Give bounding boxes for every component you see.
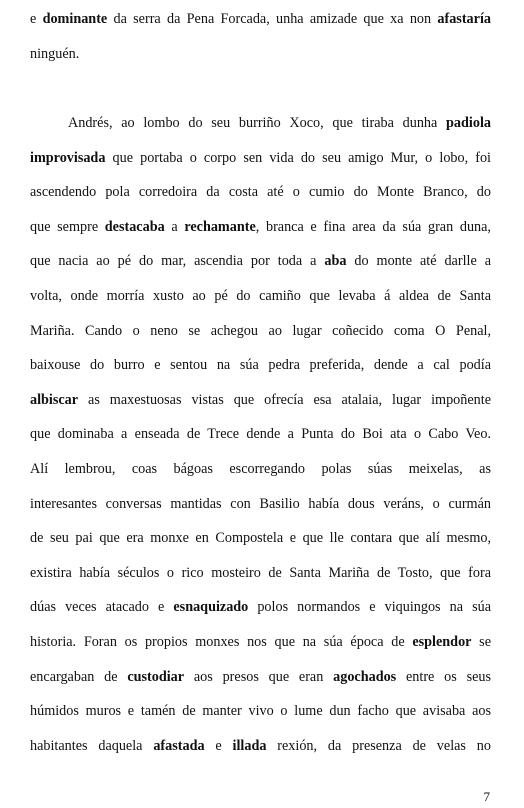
bold-term: illada xyxy=(232,737,267,754)
text-line xyxy=(30,556,491,591)
text-run: que nacia ao pé do mar, ascendia por toda a xyxy=(30,253,325,270)
text-run: Andrés, ao lombo do seu burriño Xoco, que tiraba dunha xyxy=(68,115,447,131)
text-line xyxy=(30,729,491,764)
text-run: interesantes conversas mantidas con Basilio había dous veráns, o curmán xyxy=(30,495,491,512)
text-run: entre os seus xyxy=(396,668,491,685)
bold-term: afastaría xyxy=(437,11,491,27)
bold-term: rechamante xyxy=(184,218,256,235)
text-line xyxy=(30,106,491,141)
text-run: as maxestuosas vistas que ofrecía esa atalaia, lugar impoñente xyxy=(78,391,491,408)
text-line xyxy=(30,141,491,176)
text-run: ascendendo pola corredoira da costa até o cumio do Monte Branco, do xyxy=(30,184,491,201)
bold-term: esplendor xyxy=(412,633,472,650)
bold-term: destacaba xyxy=(104,218,165,235)
text-run: volta, onde morría xusto ao pé do camiño que levaba á aldea de Santa xyxy=(30,287,491,304)
paragraph-2 xyxy=(30,106,491,763)
bold-term: albiscar xyxy=(30,391,79,408)
text-line xyxy=(30,417,491,452)
page-number: 7 xyxy=(483,789,490,804)
text-line xyxy=(30,2,491,37)
text-line xyxy=(30,348,491,383)
text-run: Alí lembrou, coas bágoas escorregando polas súas meixelas, as xyxy=(30,460,491,477)
text-run: existira había séculos o rico mosteiro de Santa Mariña de Tosto, que fora xyxy=(30,564,491,581)
bold-term: afastada xyxy=(153,737,205,754)
text-run: habitantes daquela xyxy=(30,737,154,754)
bold-term: padiola xyxy=(446,115,491,131)
paragraph-1 xyxy=(30,2,491,71)
text-run: ninguén. xyxy=(30,45,80,62)
text-run: de seu pai que era monxe en Compostela e que lle contara que alí mesmo, xyxy=(30,530,491,547)
text-line xyxy=(30,175,491,210)
text-run: , branca e fina area da súa gran duna, xyxy=(255,218,491,235)
text-line xyxy=(30,694,491,729)
text-line xyxy=(30,660,491,695)
bold-term: aba xyxy=(324,253,347,270)
text-line xyxy=(30,244,491,279)
bold-term: dominante xyxy=(42,11,108,27)
text-run: aos presos que eran xyxy=(184,668,334,685)
text-run: da serra da Pena Forcada, unha amizade que xa non xyxy=(107,11,438,27)
text-line xyxy=(30,279,491,314)
bold-term: custodiar xyxy=(127,668,185,685)
text-line xyxy=(30,590,491,625)
text-line xyxy=(30,37,491,72)
text-line xyxy=(30,210,491,245)
text-line xyxy=(30,314,491,349)
text-run: e xyxy=(30,11,43,27)
text-run: rexión, da presenza de velas no xyxy=(266,737,491,754)
text-run: encargaban de xyxy=(30,668,128,685)
text-line xyxy=(30,487,491,522)
text-run: Mariña. Cando o neno se achegou ao lugar coñecido coma O Penal, xyxy=(30,322,491,339)
text-run: historia. Foran os propios monxes nos que na súa época de xyxy=(30,633,413,650)
text-run: húmidos muros e tamén de manter vivo o lume dun facho que avisaba aos xyxy=(30,703,491,720)
text-run: a xyxy=(164,218,185,235)
text-run: que dominaba a enseada de Trece dende a Punta do Boi ata o Cabo Veo. xyxy=(30,426,491,443)
text-line xyxy=(30,383,491,418)
bold-term: agochados xyxy=(333,668,397,685)
text-run: se xyxy=(471,633,491,650)
text-run: baixouse do burro e sentou na súa pedra preferida, dende a cal podía xyxy=(30,357,491,374)
text-line xyxy=(30,625,491,660)
bold-term: improvisada xyxy=(30,149,106,166)
bold-term: esnaquizado xyxy=(173,599,249,616)
text-line xyxy=(30,521,491,556)
text-run: que portaba o corpo sen vida do seu amigo Mur, o lobo, foi xyxy=(105,149,491,166)
text-run: do monte até darlle a xyxy=(346,253,491,270)
text-run: polos normandos e viquingos na súa xyxy=(248,599,491,616)
text-run: que sempre xyxy=(30,218,105,235)
text-line xyxy=(30,452,491,487)
text-run: dúas veces atacado e xyxy=(30,599,174,616)
text-run: e xyxy=(204,737,233,754)
